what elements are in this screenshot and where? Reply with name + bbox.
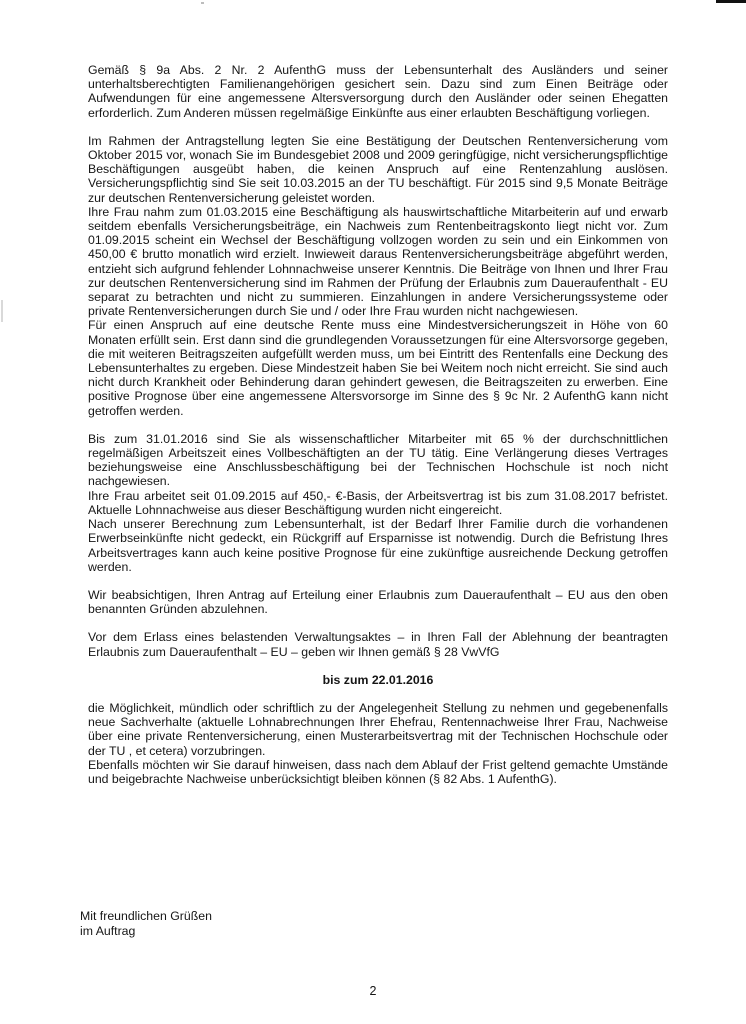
deadline-heading: bis zum 22.01.2016 — [322, 672, 434, 687]
paragraph-opportunity-statement: die Möglichkeit, mündlich oder schriftlich zu der Angelegenheit Stellung zu nehmen und gegebenenfalls neue Sachverhalte (aktuelle Lohnabrechnungen Ihrer Ehefrau, Rentennachweise Ihrer Frau, Nachweise über eine private Rentenversicherung, einen Musterarbeitsvertrag mit der Technischen Hochschule oder der TU , et cetera) vorzubringen. — [88, 700, 668, 758]
paragraph-pension-spouse: Ihre Frau nahm zum 01.03.2015 eine Beschäftigung als hauswirtschaftliche Mitarbeiterin auf und erwarb seitdem ebenfalls Versicherungsbeiträge, ein Nachweis zum Rentenbeitragskonto liegt nicht vor. Zum 01.09.2015 scheint ein Wechsel der Beschäftigung vollzogen worden zu sein und ein Einkommen von 450,00 € brutto monatlich wird erzielt. Inwieweit daraus Rentenversicherungsbeiträge abgeführt werden, entzieht sich aufgrund fehlender Lohnnachweise unserer Kenntnis. Die Beiträge von Ihnen und Ihrer Frau zur deutschen Rentenversicherung sind im Rahmen der Prüfung der Erlaubnis zum Daueraufenthalt - EU separat zu betrachten und nicht zu summieren. Einzahlungen in andere Versicherungssysteme oder private Rentenversicherungen durch Sie und / oder Ihre Frau wurden nicht nachgewiesen. — [88, 204, 668, 319]
scan-edge-mark — [1, 300, 3, 322]
paragraph-deadline-notice: Ebenfalls möchten wir Sie darauf hinweisen, dass nach dem Ablauf der Frist geltend gemachte Umstände und beigebrachte Nachweise unberücksichtigt bleiben können (§ 82 Abs. 1 AufenthG). — [88, 757, 668, 786]
letter-body — [88, 63, 668, 786]
closing-on-behalf: im Auftrag — [80, 924, 136, 938]
scan-corner-mark — [716, 0, 746, 3]
paragraph-livelihood-calculation: Nach unserer Berechnung zum Lebensunterhalt, ist der Bedarf Ihrer Familie durch die vorhandenen Erwerbseinkünfte nicht gedeckt, ein Rückgriff auf Ersparnisse ist notwendig. Durch die Befristung Ihres Arbeitsvertrages kann auch keine positive Prognose für eine zukünftige ausreichende Deckung getroffen werden. — [88, 517, 668, 574]
paragraph-minimum-insurance-period: Für einen Anspruch auf eine deutsche Rente muss eine Mindestversicherungszeit in Höhe von 60 Monaten erfüllt sein. Erst dann sind die grundlegenden Voraussetzungen für eine Altersvorsorge gegeben, die mit weiteren Beitragszeiten aufgefüllt werden muss, um bei Eintritt des Rentenfalls eine Deckung des Lebensunterhaltes zu ergeben. Diese Mindestzeit haben Sie bei Weitem noch nicht erreicht. Sie sind auch nicht durch Krankheit oder Behinderung daran gehindert gewesen, die Beitragszeiten zu erwerben. Eine positive Prognose über eine angemessene Altersvorsorge im Sinne des § 9c Nr. 2 AufenthG kann nicht getroffen werden. — [88, 318, 668, 418]
paragraph-legal-basis: Gemäß § 9a Abs. 2 Nr. 2 AufenthG muss der Lebensunterhalt des Ausländers und seiner unterhaltsberechtigten Familienangehörigen gesichert sein. Dazu sind zum Einen Beiträge oder Aufwendungen für eine angemessene Altersversorgung durch den Ausländer oder seinen Ehegatten erforderlich. Zum Anderen müssen regelmäßige Einkünfte aus einer erlaubten Beschäftigung vorliegen. — [88, 63, 668, 120]
closing-block — [80, 909, 212, 939]
paragraph-intent-to-reject: Wir beabsichtigen, Ihren Antrag auf Erteilung einer Erlaubnis zum Daueraufenthalt – EU aus den oben benannten Gründen abzulehnen. — [88, 587, 668, 617]
paragraph-employment-applicant: Bis zum 31.01.2016 sind Sie als wissenschaftlicher Mitarbeiter mit 65 % der durchschnittlichen regelmäßigen Arbeitszeit eines Vollbeschäftigten an der TU tätig. Eine Verlängerung dieses Vertrages beziehungsweise eine Anschlussbeschäftigung bei der Technischen Hochschule ist noch nicht nachgewiesen. — [88, 431, 668, 489]
paragraph-hearing: Vor dem Erlass eines belastenden Verwaltungsaktes – in Ihren Fall der Ablehnung der beantragten Erlaubnis zum Daueraufenthalt – EU – geben wir Ihnen gemäß § 28 VwVfG — [88, 630, 668, 659]
scan-speck — [201, 2, 204, 4]
paragraph-employment-spouse: Ihre Frau arbeitet seit 01.09.2015 auf 450,- €-Basis, der Arbeitsvertrag ist bis zum 31.08.2017 befristet. Aktuelle Lohnnachweise aus dieser Beschäftigung wurden nicht eingereicht. — [88, 488, 668, 517]
closing-greeting: Mit freundlichen Grüßen — [80, 909, 212, 923]
page-number: 2 — [369, 984, 377, 998]
paragraph-pension-applicant: Im Rahmen der Antragstellung legten Sie eine Bestätigung der Deutschen Rentenversicherung vom Oktober 2015 vor, wonach Sie im Bundesgebiet 2008 und 2009 geringfügige, nicht versicherungspflichtige Beschäftigungen ausgeübt haben, die keinen Anspruch auf eine Rentenzahlung auslösen. Versicherungspflichtig sind Sie seit 10.03.2015 an der TU beschäftigt. Für 2015 sind 9,5 Monate Beiträge zur deutschen Rentenversicherung geleistet worden. — [88, 133, 668, 205]
